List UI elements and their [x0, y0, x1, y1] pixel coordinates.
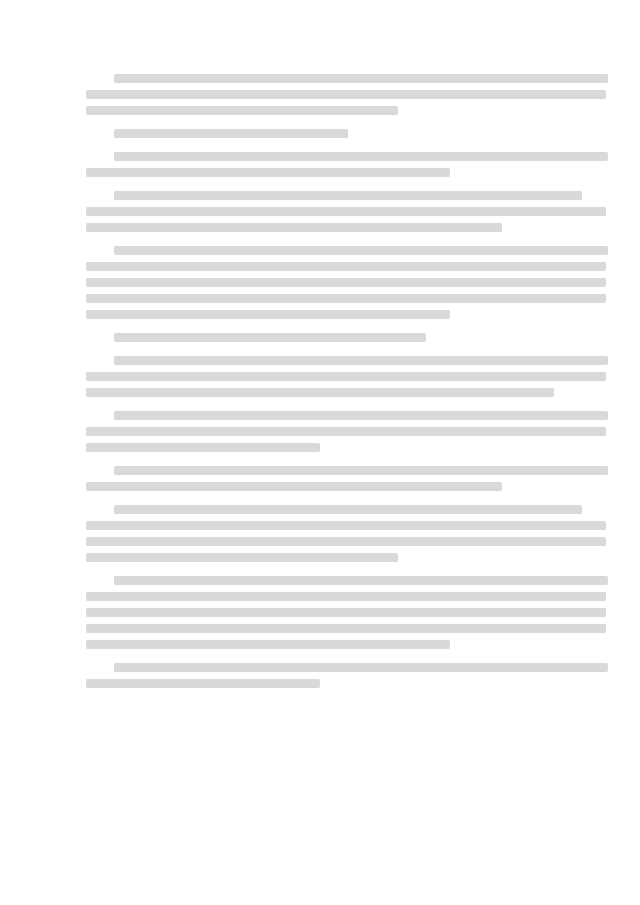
placeholder-paragraph-8	[86, 411, 606, 452]
placeholder-line	[86, 537, 606, 546]
placeholder-line	[86, 294, 606, 303]
placeholder-line	[114, 246, 608, 255]
placeholder-line	[114, 191, 582, 200]
placeholder-line	[114, 333, 426, 342]
placeholder-line	[114, 466, 608, 475]
placeholder-line	[114, 74, 608, 83]
placeholder-line	[86, 262, 606, 271]
placeholder-paragraph-7	[86, 356, 606, 397]
placeholder-line	[114, 576, 608, 585]
placeholder-paragraph-10	[86, 505, 606, 562]
placeholder-line	[86, 207, 606, 216]
placeholder-line	[114, 129, 348, 138]
placeholder-line	[114, 411, 608, 420]
placeholder-paragraph-3	[86, 152, 606, 177]
placeholder-line	[86, 608, 606, 617]
placeholder-paragraph-11	[86, 576, 606, 649]
placeholder-line	[86, 553, 398, 562]
placeholder-paragraph-2	[86, 129, 606, 138]
page-title	[86, 40, 606, 56]
placeholder-line	[86, 310, 450, 319]
placeholder-line	[86, 443, 320, 452]
placeholder-line	[86, 640, 450, 649]
placeholder-line	[114, 663, 608, 672]
placeholder-line	[86, 278, 606, 287]
placeholder-line	[86, 223, 502, 232]
placeholder-line	[114, 356, 608, 365]
placeholder-line	[86, 679, 320, 688]
placeholder-line	[86, 592, 606, 601]
placeholder-paragraph-1	[86, 74, 606, 115]
placeholder-paragraph-5	[86, 246, 606, 319]
placeholder-paragraph-12	[86, 663, 606, 688]
placeholder-line	[114, 152, 608, 161]
placeholder-line	[86, 427, 606, 436]
placeholder-line	[86, 106, 398, 115]
placeholder-line	[86, 624, 606, 633]
placeholder-line	[86, 521, 606, 530]
placeholder-paragraph-4	[86, 191, 606, 232]
placeholder-line	[86, 388, 554, 397]
placeholder-paragraph-9	[86, 466, 606, 491]
document-page	[86, 40, 606, 870]
placeholder-line	[86, 482, 502, 491]
placeholder-line	[86, 372, 606, 381]
placeholder-line	[114, 505, 582, 514]
placeholder-paragraph-6	[86, 333, 606, 342]
placeholder-line	[86, 168, 450, 177]
placeholder-line	[86, 90, 606, 99]
